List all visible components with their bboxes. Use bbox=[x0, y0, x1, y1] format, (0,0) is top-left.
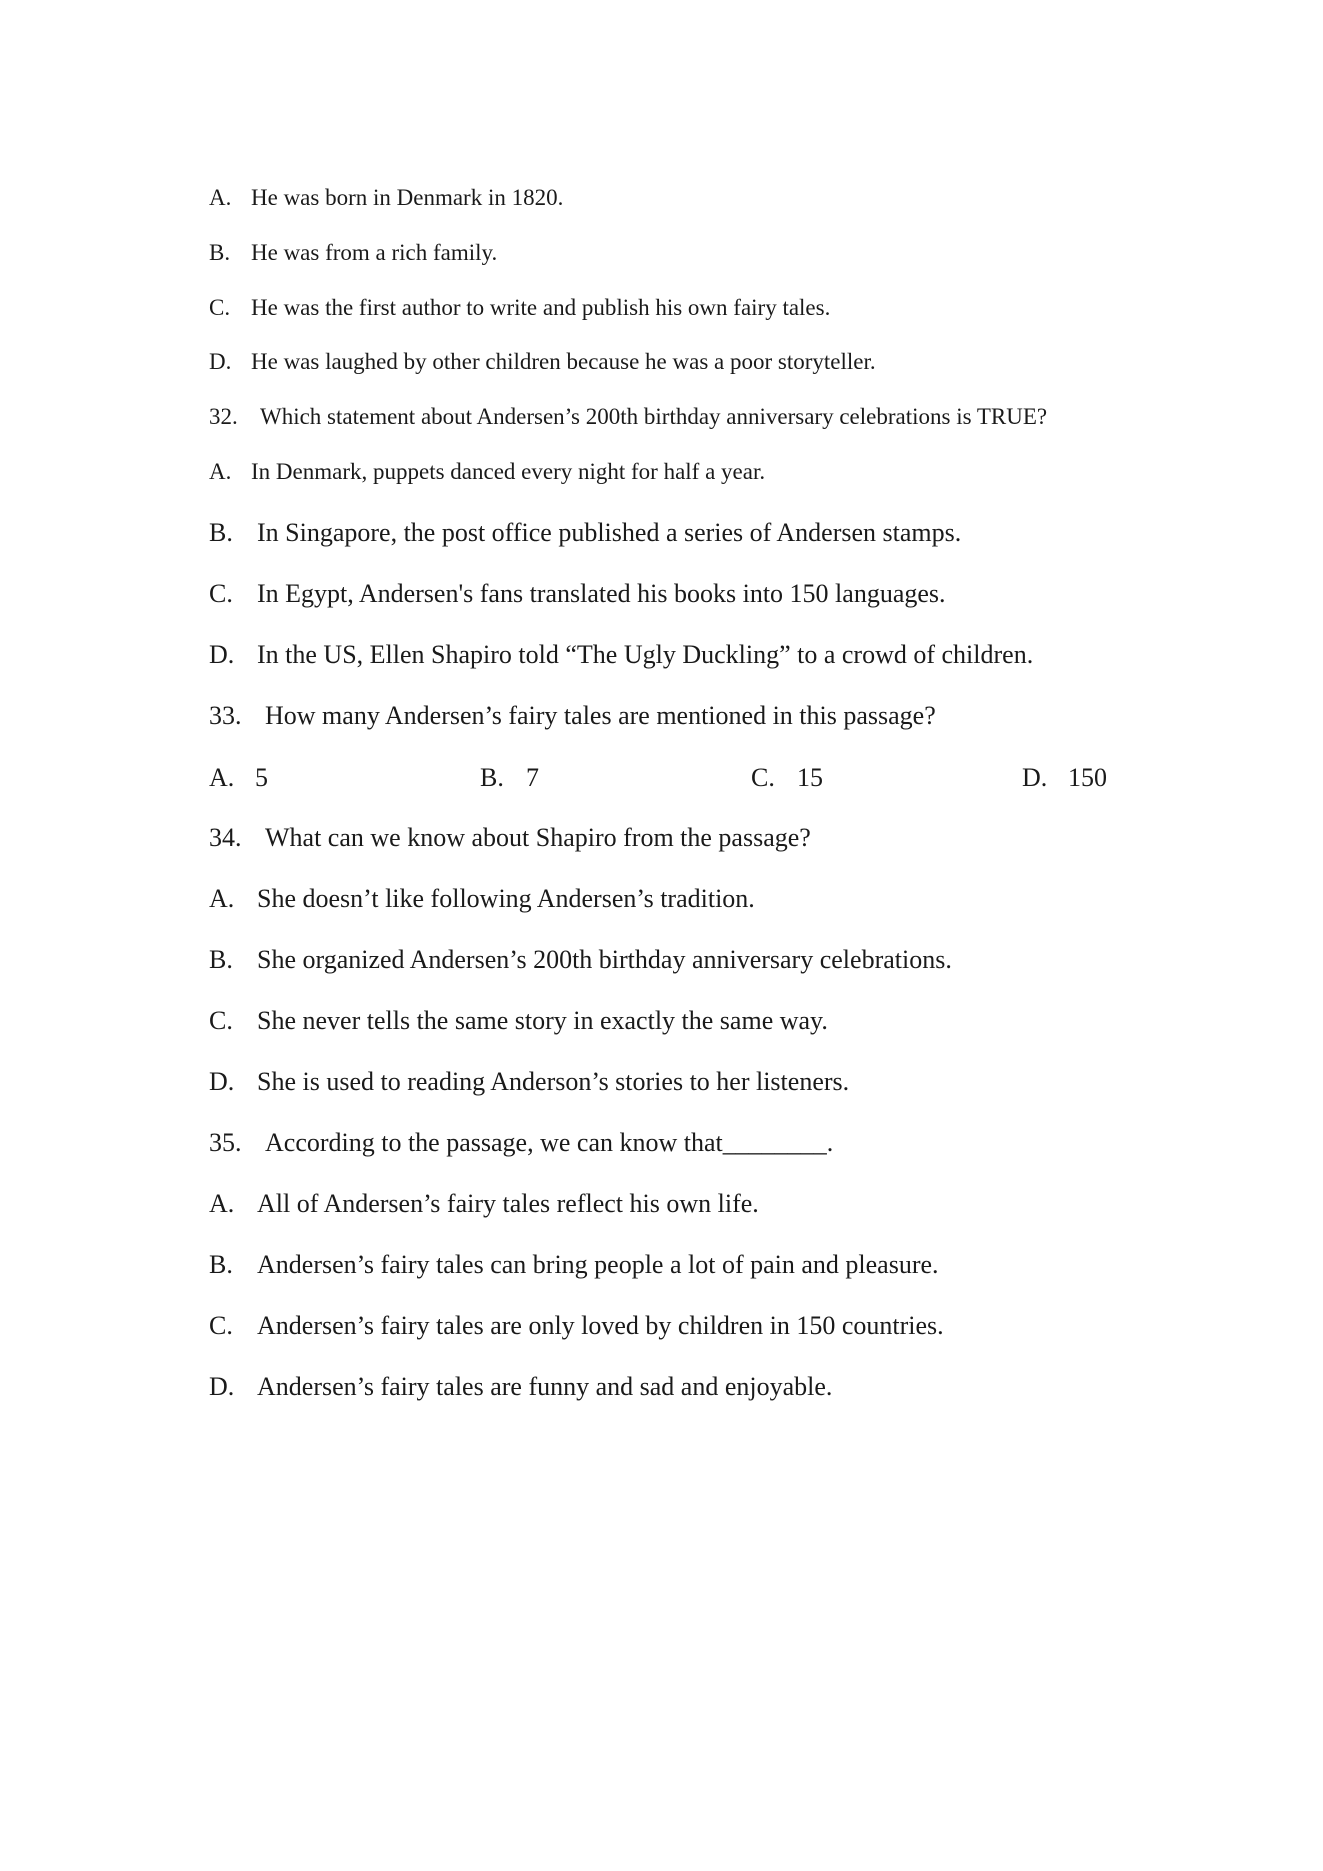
q31-option-c bbox=[209, 296, 830, 319]
question-text: Which statement about Andersen’s 200th birthday anniversary celebrations is TRUE? bbox=[260, 404, 1048, 429]
option-label: A. bbox=[209, 884, 235, 913]
q31-option-a bbox=[209, 186, 563, 209]
option-label: D. bbox=[209, 1372, 235, 1401]
q33-option-d bbox=[1022, 763, 1107, 793]
q35-option-b bbox=[209, 1252, 939, 1278]
option-text: 7 bbox=[526, 763, 539, 792]
option-text: In Singapore, the post office published a series of Andersen stamps. bbox=[257, 518, 962, 547]
option-text: In Denmark, puppets danced every night for half a year. bbox=[251, 459, 766, 484]
option-label: A. bbox=[209, 459, 232, 484]
q35-option-a bbox=[209, 1191, 759, 1217]
option-label: D. bbox=[1022, 763, 1048, 792]
q35-option-c bbox=[209, 1313, 944, 1339]
q32-option-b bbox=[209, 520, 961, 546]
option-text: 150 bbox=[1068, 763, 1107, 792]
option-label: C. bbox=[209, 295, 231, 320]
option-label: C. bbox=[209, 1311, 233, 1340]
option-text: He was from a rich family. bbox=[251, 240, 498, 265]
option-text: She doesn’t like following Andersen’s tradition. bbox=[257, 884, 755, 913]
q33-option-a bbox=[209, 763, 268, 793]
option-label: B. bbox=[209, 1250, 233, 1279]
option-text: 5 bbox=[255, 763, 268, 792]
option-text: Andersen’s fairy tales can bring people a lot of pain and pleasure. bbox=[257, 1250, 939, 1279]
option-text: Andersen’s fairy tales are funny and sad and enjoyable. bbox=[257, 1372, 833, 1401]
option-label: D. bbox=[209, 640, 235, 669]
q33-options-row bbox=[209, 763, 1139, 793]
q33-question bbox=[209, 703, 936, 729]
q34-question bbox=[209, 825, 811, 851]
q35-option-d bbox=[209, 1374, 832, 1400]
option-text: She never tells the same story in exactly the same way. bbox=[257, 1006, 828, 1035]
q33-option-c bbox=[751, 763, 823, 793]
option-label: A. bbox=[209, 185, 232, 210]
option-text: All of Andersen’s fairy tales reflect his own life. bbox=[257, 1189, 759, 1218]
q32-option-d bbox=[209, 642, 1033, 668]
q31-option-b bbox=[209, 241, 497, 264]
option-label: D. bbox=[209, 1067, 235, 1096]
option-text: 15 bbox=[797, 763, 823, 792]
option-label: B. bbox=[209, 518, 233, 547]
q31-option-d bbox=[209, 350, 876, 373]
question-number: 33. bbox=[209, 701, 242, 730]
q32-question bbox=[209, 405, 1047, 428]
option-text: He was born in Denmark in 1820. bbox=[251, 185, 564, 210]
q34-option-d bbox=[209, 1069, 849, 1095]
option-text: He was laughed by other children because he was a poor storyteller. bbox=[251, 349, 876, 374]
question-text: According to the passage, we can know that________. bbox=[265, 1128, 834, 1157]
option-label: C. bbox=[209, 1006, 233, 1035]
question-number: 35. bbox=[209, 1128, 242, 1157]
option-label: B. bbox=[480, 763, 504, 792]
option-text: In Egypt, Andersen's fans translated his books into 150 languages. bbox=[257, 579, 946, 608]
question-number: 34. bbox=[209, 823, 242, 852]
option-label: C. bbox=[751, 763, 775, 792]
option-text: He was the first author to write and publish his own fairy tales. bbox=[251, 295, 831, 320]
option-text: She organized Andersen’s 200th birthday anniversary celebrations. bbox=[257, 945, 952, 974]
question-number: 32. bbox=[209, 404, 238, 429]
question-text: How many Andersen’s fairy tales are mentioned in this passage? bbox=[265, 701, 936, 730]
option-text: Andersen’s fairy tales are only loved by children in 150 countries. bbox=[257, 1311, 944, 1340]
option-label: C. bbox=[209, 579, 233, 608]
option-label: D. bbox=[209, 349, 232, 374]
q34-option-a bbox=[209, 886, 755, 912]
option-text: In the US, Ellen Shapiro told “The Ugly Duckling” to a crowd of children. bbox=[257, 640, 1034, 669]
q33-option-b bbox=[480, 763, 539, 793]
option-label: B. bbox=[209, 945, 233, 974]
option-label: B. bbox=[209, 240, 231, 265]
option-text: She is used to reading Anderson’s stories to her listeners. bbox=[257, 1067, 850, 1096]
question-text: What can we know about Shapiro from the passage? bbox=[265, 823, 811, 852]
option-label: A. bbox=[209, 1189, 235, 1218]
q35-question bbox=[209, 1130, 833, 1156]
q34-option-c bbox=[209, 1008, 828, 1034]
option-label: A. bbox=[209, 763, 235, 792]
q32-option-c bbox=[209, 581, 946, 607]
q34-option-b bbox=[209, 947, 952, 973]
q32-option-a bbox=[209, 460, 765, 483]
